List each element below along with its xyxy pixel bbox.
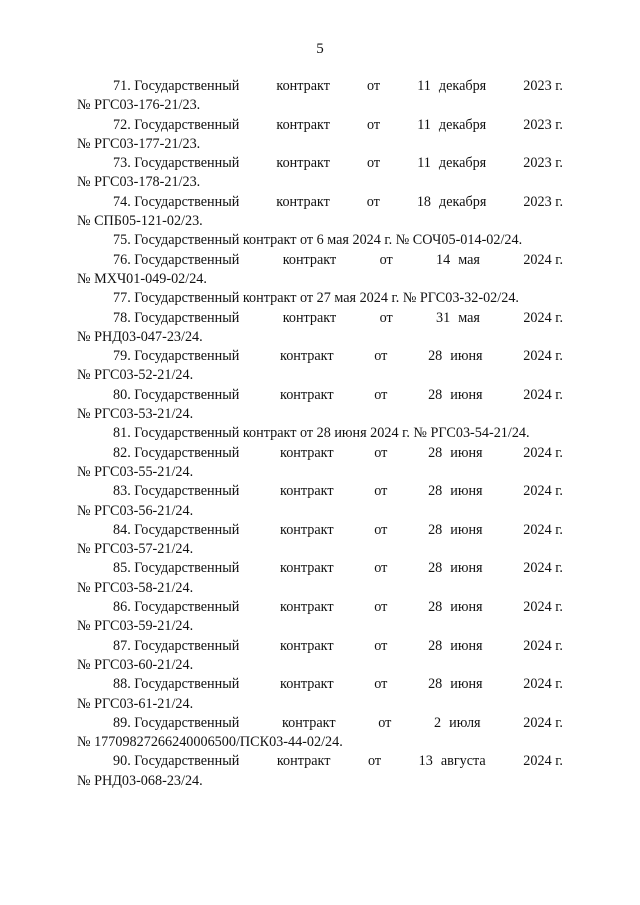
contract-number: № РГС03-178-21/23.	[77, 174, 201, 191]
contract-type-word: Государственный	[134, 155, 240, 172]
contract-date	[428, 521, 483, 540]
contract-type-word: Государственный	[134, 309, 240, 326]
contract-word: контракт	[280, 521, 334, 538]
contract-type-word: Государственный	[134, 676, 240, 693]
contract-line	[77, 559, 563, 578]
contract-date	[428, 482, 483, 501]
contract-lead	[77, 347, 239, 366]
contract-lead	[77, 521, 239, 540]
date-year: 2024 г.	[523, 676, 563, 693]
from-word: от	[367, 78, 381, 94]
date-year: 2024 г.	[523, 251, 563, 268]
item-number: 72.	[113, 116, 131, 133]
contract-number: № РНД03-068-23/24.	[77, 772, 203, 789]
contract-line	[77, 598, 563, 617]
item-number: 74.	[113, 193, 131, 210]
contract-date	[417, 193, 487, 212]
item-number: 86.	[113, 599, 131, 616]
date-day: 28	[428, 637, 443, 654]
contract-lead	[77, 386, 239, 405]
contract-line: 75. Государственный контракт от 6 мая 2024 г. № СОЧ05-014-02/24.	[113, 232, 523, 249]
contract-date	[419, 752, 486, 771]
contract-date	[428, 598, 483, 617]
item-number: 85.	[113, 560, 131, 577]
date-day: 28	[428, 676, 443, 693]
contract-line	[77, 309, 563, 328]
contract-type-word: Государственный	[134, 78, 240, 94]
from-word: от	[374, 521, 388, 538]
date-month: июня	[450, 637, 483, 654]
contract-line	[77, 521, 563, 540]
date-day: 28	[428, 560, 443, 577]
contract-type-word: Государственный	[134, 714, 240, 731]
date-month: декабря	[438, 78, 487, 94]
date-month: июня	[450, 521, 483, 538]
from-word: от	[374, 637, 388, 654]
contract-date	[428, 559, 483, 578]
date-day: 28	[428, 521, 443, 538]
date-day: 28	[428, 444, 443, 461]
contract-line	[77, 154, 563, 173]
date-year: 2024 г.	[523, 637, 563, 654]
contract-word: контракт	[280, 560, 334, 577]
from-word: от	[367, 155, 381, 172]
from-word: от	[378, 714, 392, 731]
date-day: 2	[434, 714, 442, 731]
contract-lead	[77, 116, 239, 135]
date-month: мая	[458, 251, 480, 268]
from-word: от	[374, 348, 388, 365]
list-item	[77, 637, 563, 676]
item-number: 76.	[113, 251, 131, 268]
item-number: 84.	[113, 521, 131, 538]
list-item	[77, 444, 563, 483]
contract-type-word: Государственный	[134, 483, 240, 500]
from-word: от	[379, 251, 393, 268]
date-month: июня	[450, 444, 483, 461]
item-number: 71.	[113, 78, 131, 94]
date-day: 28	[428, 483, 443, 500]
contract-number: № СПБ05-121-02/23.	[77, 213, 203, 230]
contract-date	[417, 77, 486, 96]
date-year: 2023 г.	[523, 116, 563, 133]
date-day: 31	[436, 309, 451, 326]
date-year: 2024 г.	[523, 483, 563, 500]
contract-type-word: Государственный	[134, 753, 240, 770]
item-number: 89.	[113, 714, 131, 731]
contract-lead	[77, 251, 239, 270]
date-month: декабря	[438, 116, 487, 133]
contract-word: контракт	[276, 753, 331, 770]
contract-lead	[77, 482, 239, 501]
contract-lead	[77, 752, 239, 771]
contract-word: контракт	[280, 637, 334, 654]
contract-date	[428, 444, 483, 463]
contract-type-word: Государственный	[134, 521, 240, 538]
contract-lead	[77, 77, 239, 96]
contract-line	[77, 714, 563, 733]
contract-line: 81. Государственный контракт от 28 июня 2024 г. № РГС03-54-21/24.	[113, 425, 530, 442]
contract-number: № РГС03-57-21/24.	[77, 541, 194, 558]
contract-word: контракт	[280, 348, 334, 365]
contract-number: № РГС03-58-21/24.	[77, 579, 194, 596]
item-number: 79.	[113, 348, 131, 365]
item-number: 73.	[113, 155, 131, 172]
list-item	[77, 714, 563, 753]
date-day: 13	[418, 753, 433, 770]
item-number: 88.	[113, 676, 131, 693]
contract-list	[77, 77, 563, 791]
from-word: от	[374, 483, 388, 500]
date-month: июня	[450, 348, 483, 365]
contract-line	[77, 444, 563, 463]
contract-word: контракт	[282, 714, 336, 731]
contract-line	[77, 116, 563, 135]
from-word: от	[374, 386, 388, 403]
date-day: 11	[417, 155, 431, 172]
contract-word: контракт	[276, 193, 330, 210]
date-year: 2024 г.	[523, 714, 563, 731]
from-word: от	[367, 116, 381, 133]
contract-number: № РГС03-176-21/23.	[77, 97, 201, 114]
from-word: от	[374, 560, 388, 577]
contract-line	[77, 637, 563, 656]
contract-type-word: Государственный	[134, 116, 240, 133]
date-year: 2023 г.	[523, 193, 563, 210]
contract-line	[77, 251, 563, 270]
contract-number: № РГС03-56-21/24.	[77, 502, 194, 519]
contract-word: контракт	[282, 309, 337, 326]
list-item	[77, 289, 563, 308]
contract-lead	[77, 154, 239, 173]
contract-type-word: Государственный	[134, 251, 240, 268]
list-item	[77, 347, 563, 386]
list-item	[77, 521, 563, 560]
date-year: 2024 г.	[523, 521, 563, 538]
contract-line	[77, 752, 563, 771]
contract-number: № МХЧ01-049-02/24.	[77, 270, 207, 287]
contract-type-word: Государственный	[134, 637, 240, 654]
list-item	[77, 598, 563, 637]
contract-number: № РГС03-55-21/24.	[77, 463, 194, 480]
contract-number: № РГС03-61-21/24.	[77, 695, 194, 712]
date-year: 2024 г.	[523, 444, 563, 461]
item-number: 83.	[113, 483, 131, 500]
contract-line	[77, 675, 563, 694]
date-month: июня	[450, 676, 483, 693]
list-item	[77, 482, 563, 521]
list-item	[77, 752, 563, 791]
contract-number: № РНД03-047-23/24.	[77, 328, 203, 345]
date-day: 18	[416, 193, 432, 210]
contract-type-word: Государственный	[134, 444, 240, 461]
date-year: 2024 г.	[523, 386, 563, 403]
from-word: от	[374, 676, 388, 693]
contract-number: № РГС03-52-21/24.	[77, 367, 194, 384]
contract-line	[77, 193, 563, 212]
contract-type-word: Государственный	[134, 193, 240, 210]
list-item	[77, 77, 563, 116]
from-word: от	[374, 599, 388, 616]
contract-type-word: Государственный	[134, 386, 240, 403]
item-number: 78.	[113, 309, 131, 326]
date-month: декабря	[439, 193, 487, 210]
date-year: 2024 г.	[523, 599, 563, 616]
contract-date	[417, 154, 486, 173]
contract-word: контракт	[280, 386, 334, 403]
list-item	[77, 386, 563, 425]
date-month: декабря	[438, 155, 487, 172]
list-item	[77, 231, 563, 250]
contract-type-word: Государственный	[134, 348, 240, 365]
contract-number: № 17709827266240006500/ПСК03-44-02/24.	[77, 734, 343, 751]
contract-word: контракт	[276, 155, 330, 172]
date-day: 28	[428, 348, 443, 365]
date-month: июня	[450, 560, 483, 577]
list-item	[77, 309, 563, 348]
list-item	[77, 251, 563, 290]
contract-line	[77, 386, 563, 405]
item-number: 90.	[113, 753, 131, 770]
contract-lead	[77, 559, 239, 578]
from-word: от	[367, 753, 382, 770]
item-number: 80.	[113, 386, 131, 403]
list-item	[77, 424, 563, 443]
date-day: 28	[428, 599, 443, 616]
contract-line: 77. Государственный контракт от 27 мая 2024 г. № РГС03-32-02/24.	[113, 290, 519, 307]
contract-line	[77, 77, 563, 96]
list-item	[77, 193, 563, 232]
contract-lead	[77, 714, 239, 733]
contract-lead	[77, 444, 239, 463]
date-month: июля	[449, 714, 481, 731]
contract-date	[428, 386, 483, 405]
contract-date	[428, 347, 483, 366]
contract-word: контракт	[280, 444, 334, 461]
list-item	[77, 154, 563, 193]
contract-date	[428, 637, 483, 656]
date-year: 2024 г.	[523, 753, 563, 770]
item-number: 82.	[113, 444, 131, 461]
date-year: 2024 г.	[523, 560, 563, 577]
date-year: 2024 г.	[523, 309, 563, 326]
date-day: 14	[436, 251, 451, 268]
page-number: 5	[316, 41, 324, 57]
contract-word: контракт	[280, 599, 334, 616]
contract-word: контракт	[276, 116, 330, 133]
contract-date	[428, 675, 483, 694]
list-item	[77, 116, 563, 155]
contract-line	[77, 347, 563, 366]
contract-word: контракт	[280, 483, 334, 500]
contract-date	[434, 714, 481, 733]
contract-word: контракт	[282, 251, 337, 268]
list-item	[77, 559, 563, 598]
date-month: июня	[450, 599, 483, 616]
date-month: июня	[450, 386, 483, 403]
date-day: 28	[428, 386, 443, 403]
contract-date	[436, 309, 480, 328]
date-month: июня	[450, 483, 483, 500]
contract-lead	[77, 598, 239, 617]
contract-number: № РГС03-53-21/24.	[77, 406, 194, 423]
contract-lead	[77, 193, 239, 212]
from-word: от	[374, 444, 388, 461]
date-month: мая	[458, 309, 480, 326]
contract-type-word: Государственный	[134, 560, 240, 577]
list-item	[77, 675, 563, 714]
date-day: 11	[417, 78, 431, 94]
contract-line	[77, 482, 563, 501]
item-number: 87.	[113, 637, 131, 654]
contract-date	[436, 251, 480, 270]
contract-number: № РГС03-177-21/23.	[77, 135, 201, 152]
date-year: 2023 г.	[523, 155, 563, 172]
contract-lead	[77, 675, 239, 694]
contract-lead	[77, 637, 239, 656]
date-year: 2023 г.	[523, 78, 563, 94]
contract-word: контракт	[276, 78, 330, 94]
from-word: от	[379, 309, 393, 326]
from-word: от	[366, 193, 380, 210]
contract-number: № РГС03-60-21/24.	[77, 656, 194, 673]
contract-date	[417, 116, 486, 135]
contract-word: контракт	[280, 676, 334, 693]
date-year: 2024 г.	[523, 348, 563, 365]
contract-number: № РГС03-59-21/24.	[77, 618, 194, 635]
date-day: 11	[417, 116, 431, 133]
contract-type-word: Государственный	[134, 599, 240, 616]
date-month: августа	[440, 753, 486, 770]
contract-lead	[77, 309, 239, 328]
